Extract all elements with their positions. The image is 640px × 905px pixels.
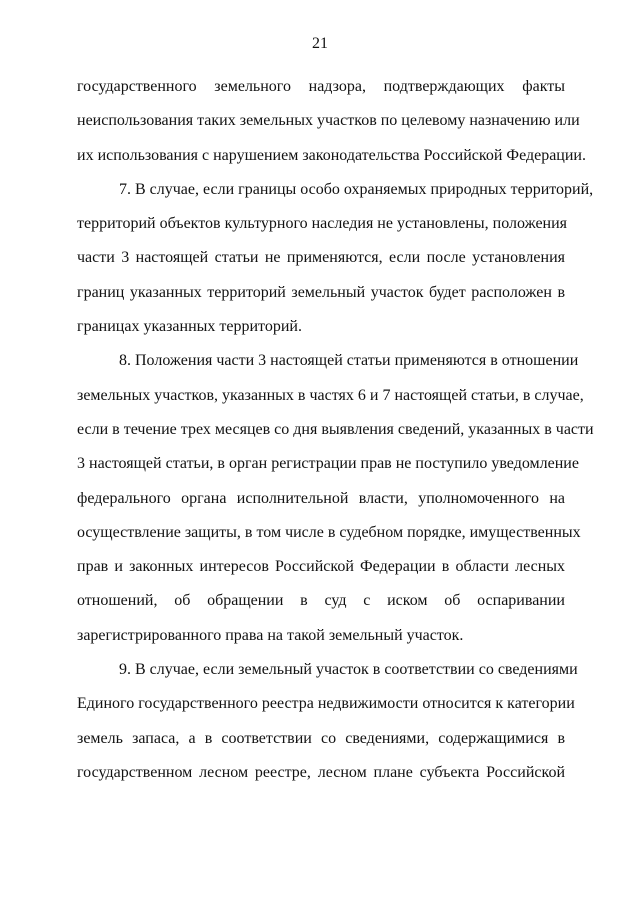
text-line: 7. В случае, если границы особо охраняемых природных территорий, [119,180,594,198]
text-line: границ указанных территорий земельный участок будет расположен в [77,283,565,301]
text-line: государственном лесном реестре, лесном плане субъекта Российской [77,763,565,781]
page-number: 21 [312,35,328,52]
text-line: государственного земельного надзора, подтверждающих факты [77,78,565,95]
text-line: границах указанных территорий. [77,318,302,336]
text-line: неиспользования таких земельных участков по целевому назначению или [77,112,580,130]
text-line: осуществление защиты, в том числе в судебном порядке, имущественных [77,523,581,541]
paragraph-continued [77,70,586,173]
text-line: их использования с нарушением законодательства Российской Федерации. [77,146,586,164]
text-line: отношений, об обращении в суд с иском об оспаривании [77,592,565,610]
text-line: Единого государственного реестра недвижимости относится к категории [77,695,575,713]
paragraph-7 [77,173,594,344]
text-line: земельных участков, указанных в частях 6 и 7 настоящей статьи, в случае, [77,386,584,404]
paragraph-9 [77,653,578,790]
text-line: части 3 настоящей статьи не применяются, если после установления [77,249,565,267]
text-line: прав и законных интересов Российской Федерации в области лесных [77,558,565,576]
paragraph-8 [77,344,594,653]
document-body [77,70,594,790]
text-line: земель запаса, а в соответствии со сведениями, содержащимися в [77,729,565,747]
text-line: территорий объектов культурного наследия не установлены, положения [77,215,568,233]
text-line: 8. Положения части 3 настоящей статьи применяются в отношении [119,352,579,370]
text-line: федерального органа исполнительной власти, уполномоченного на [77,489,565,507]
text-line: зарегистрированного права на такой земельный участок. [77,626,464,644]
text-line: если в течение трех месяцев со дня выявления сведений, указанных в части [77,420,594,438]
text-line: 3 настоящей статьи, в орган регистрации прав не поступило уведомление [77,455,579,473]
text-line: 9. В случае, если земельный участок в соответствии со сведениями [119,661,578,679]
